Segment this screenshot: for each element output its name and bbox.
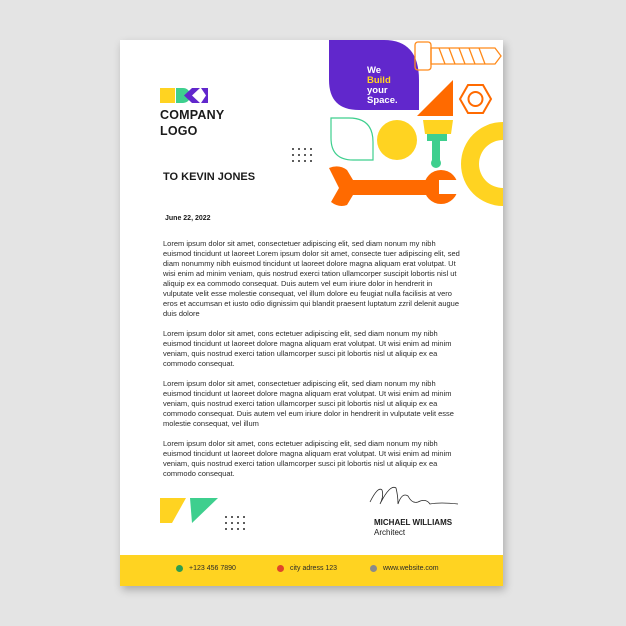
contact-address	[277, 565, 337, 572]
recipient-heading: TO KEVIN JONES	[163, 171, 256, 183]
company-line-1: COMPANY	[160, 108, 225, 122]
bottom-shapes-decoration	[160, 495, 220, 527]
slogan-line-2: Build	[367, 75, 391, 86]
signature-scribble	[368, 482, 460, 510]
yellow-arch-shape	[461, 122, 503, 206]
paragraph-3: Lorem ipsum dolor sit amet, consectetuer adipiscing elit, sed diam nonum my nibh euismod tincidunt ut laoreet dolore magna aliquam erat volutpat. Ut wisi enim ad minim veniam, quis nostrud exerci tation ullamcorper susci pit lobortis nisl ut aliquip ex ea commodo consequat. Duis autem vel eum iriure dolor in hendrerit in vulputate velit esse molestie consequat, vel illum	[163, 379, 454, 428]
dot-grid-decoration	[291, 147, 315, 163]
hex-nut-icon	[460, 85, 491, 113]
signer-role: Architect	[374, 528, 406, 537]
wrench-icon	[329, 166, 459, 206]
paragraph-2: Lorem ipsum dolor sit amet, cons ectetuer adipiscing elit, sed diam nonum my nibh euismod tincidunt ut laoreet dolore magna aliquam erat volutpat. Ut wisi enim ad minim veniam, quis nostrud exerci tation ullamcorper susci pit lobortis nisl ut aliquip ex ea commodo consequat.	[163, 329, 452, 368]
phone-icon	[176, 565, 183, 572]
paint-brush-icon	[423, 120, 453, 168]
letter-body	[163, 239, 463, 489]
phone-number: +123 456 7890	[189, 565, 236, 572]
signer-name: MICHAEL WILLIAMS	[374, 518, 453, 527]
paragraph-4: Lorem ipsum dolor sit amet, cons ectetuer adipiscing elit, sed diam nonum my nibh euismod tincidunt ut laoreet dolore magna aliquam erat volutpat. Ut wisi enim ad minim veniam, quis nostrud exerci tation ullamcorper susci pit lobortis nisl ut aliquip ex ea commodo consequat.	[163, 439, 452, 478]
orange-triangle-shape	[417, 80, 453, 116]
company-line-2: LOGO	[160, 124, 198, 138]
paragraph-1: Lorem ipsum dolor sit amet, consectetuer adipiscing elit, sed diam nonum my nibh euismod tincidunt ut laoreet Lorem ipsum dolor sit amet, consecte tuer adipiscing elit, sed diam nonummy nibh euismod tincidunt ut laoreet dolore magna aliquam erat volutpat. Ut wisi enim ad minim veniam, quis nostrud exerci tation ullamcorper suscipit lobortis nisl ut aliquip ex ea commodo consequat. Duis autem vel eum iriure dolor in hendrerit in vulputate velit esse molestie consequat, vel illum dolore eu feugiat nulla facilisis at vero eros et accumsan et iusto odio dignissim qui blandit praesent luptatum zzril delenit augue duis dolore	[163, 239, 460, 318]
slogan-line-1: We	[367, 65, 382, 76]
website-text: www.website.com	[383, 565, 439, 572]
company-logo-text	[160, 107, 224, 139]
company-logo-icon	[160, 88, 208, 103]
green-leaf-outline	[331, 118, 373, 160]
globe-icon	[370, 565, 377, 572]
contact-website	[370, 565, 439, 572]
location-pin-icon	[277, 565, 284, 572]
screw-icon	[415, 42, 501, 70]
slogan	[367, 66, 398, 106]
contact-phone	[176, 565, 236, 572]
yellow-circle-shape	[377, 120, 417, 160]
address-text: city adress 123	[290, 565, 338, 572]
letter-date: June 22, 2022	[165, 215, 211, 222]
slogan-line-3: your	[367, 85, 388, 96]
construction-artwork	[329, 40, 503, 206]
slogan-line-4: Space.	[367, 95, 398, 106]
contact-footer	[120, 555, 503, 586]
dot-grid-decoration-bottom	[224, 515, 248, 531]
letterhead-page	[120, 40, 503, 586]
